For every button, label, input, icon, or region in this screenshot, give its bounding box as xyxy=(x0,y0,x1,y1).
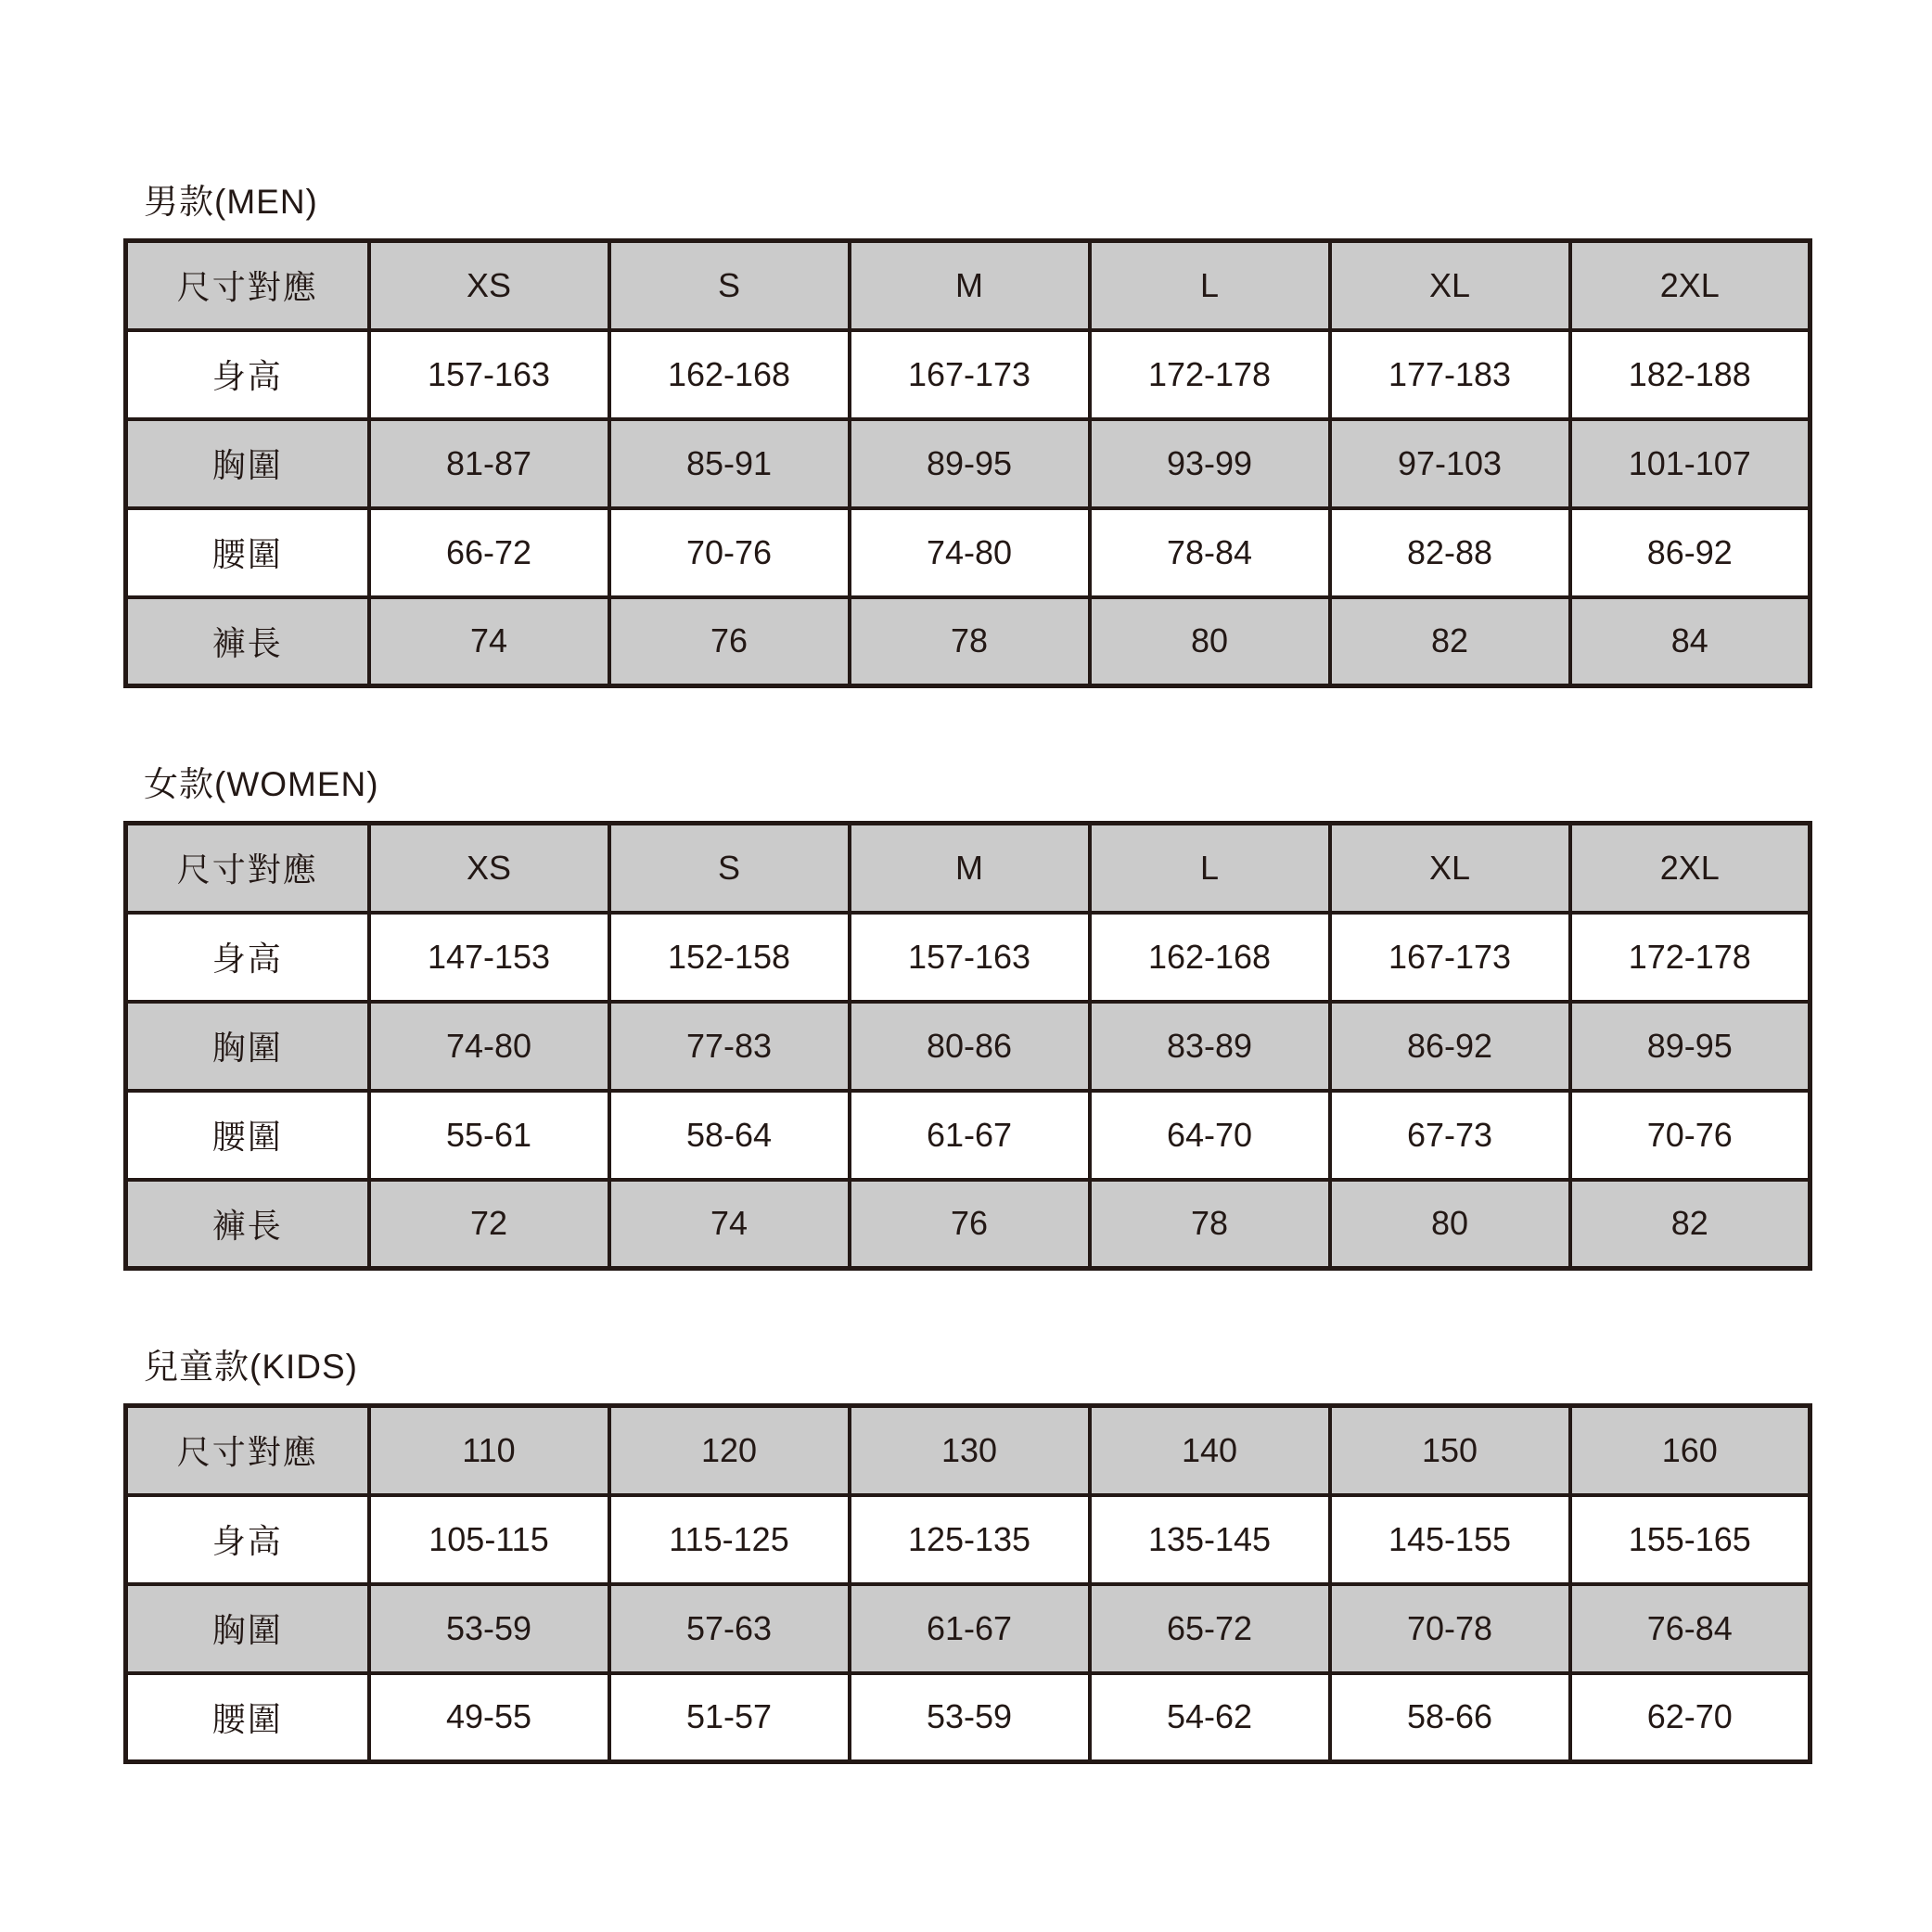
header-cell: 2XL xyxy=(1570,241,1810,330)
women-section-title: 女款(WOMEN) xyxy=(144,765,379,803)
value-cell: 55-61 xyxy=(369,1091,609,1180)
kids-section-title: 兒童款(KIDS) xyxy=(144,1348,358,1386)
value-cell: 135-145 xyxy=(1090,1495,1330,1584)
men-height-row xyxy=(126,330,1810,419)
value-cell: 162-168 xyxy=(1090,913,1330,1002)
value-cell: 89-95 xyxy=(1570,1002,1810,1091)
size-chart-page xyxy=(123,182,1809,1840)
value-cell: 62-70 xyxy=(1570,1673,1810,1762)
value-cell: 86-92 xyxy=(1330,1002,1570,1091)
header-cell: L xyxy=(1090,241,1330,330)
value-cell: 77-83 xyxy=(609,1002,850,1091)
value-cell: 53-59 xyxy=(369,1584,609,1673)
value-cell: 67-73 xyxy=(1330,1091,1570,1180)
header-cell: XS xyxy=(369,241,609,330)
value-cell: 74 xyxy=(369,597,609,686)
value-cell: 74-80 xyxy=(850,508,1090,597)
value-cell: 51-57 xyxy=(609,1673,850,1762)
row-label-cell: 胸圍 xyxy=(126,419,369,508)
value-cell: 101-107 xyxy=(1570,419,1810,508)
value-cell: 81-87 xyxy=(369,419,609,508)
header-cell: 140 xyxy=(1090,1406,1330,1495)
value-cell: 157-163 xyxy=(369,330,609,419)
header-cell: 尺寸對應 xyxy=(126,824,369,913)
header-cell: 110 xyxy=(369,1406,609,1495)
value-cell: 172-178 xyxy=(1570,913,1810,1002)
value-cell: 84 xyxy=(1570,597,1810,686)
women-chest-row xyxy=(126,1002,1810,1091)
row-label-cell: 褲長 xyxy=(126,1180,369,1269)
women-pant-length-row xyxy=(126,1180,1810,1269)
value-cell: 147-153 xyxy=(369,913,609,1002)
kids-chest-row xyxy=(126,1584,1810,1673)
kids-size-table xyxy=(123,1403,1812,1764)
value-cell: 54-62 xyxy=(1090,1673,1330,1762)
row-label-cell: 胸圍 xyxy=(126,1584,369,1673)
value-cell: 89-95 xyxy=(850,419,1090,508)
value-cell: 80-86 xyxy=(850,1002,1090,1091)
value-cell: 58-66 xyxy=(1330,1673,1570,1762)
row-label-cell: 胸圍 xyxy=(126,1002,369,1091)
header-cell: 130 xyxy=(850,1406,1090,1495)
men-section-title: 男款(MEN) xyxy=(144,183,318,221)
section-women xyxy=(123,764,1809,1271)
header-cell: 150 xyxy=(1330,1406,1570,1495)
value-cell: 162-168 xyxy=(609,330,850,419)
women-height-row xyxy=(126,913,1810,1002)
value-cell: 82 xyxy=(1570,1180,1810,1269)
men-pant-length-row xyxy=(126,597,1810,686)
value-cell: 85-91 xyxy=(609,419,850,508)
value-cell: 80 xyxy=(1330,1180,1570,1269)
value-cell: 93-99 xyxy=(1090,419,1330,508)
header-cell: 尺寸對應 xyxy=(126,241,369,330)
value-cell: 83-89 xyxy=(1090,1002,1330,1091)
value-cell: 65-72 xyxy=(1090,1584,1330,1673)
value-cell: 78-84 xyxy=(1090,508,1330,597)
men-size-table xyxy=(123,238,1812,688)
women-size-table xyxy=(123,821,1812,1271)
value-cell: 61-67 xyxy=(850,1091,1090,1180)
value-cell: 152-158 xyxy=(609,913,850,1002)
header-cell: 120 xyxy=(609,1406,850,1495)
value-cell: 125-135 xyxy=(850,1495,1090,1584)
header-cell: XS xyxy=(369,824,609,913)
value-cell: 167-173 xyxy=(850,330,1090,419)
value-cell: 167-173 xyxy=(1330,913,1570,1002)
value-cell: 70-76 xyxy=(609,508,850,597)
kids-height-row xyxy=(126,1495,1810,1584)
section-men xyxy=(123,182,1809,688)
value-cell: 78 xyxy=(1090,1180,1330,1269)
value-cell: 182-188 xyxy=(1570,330,1810,419)
value-cell: 86-92 xyxy=(1570,508,1810,597)
value-cell: 49-55 xyxy=(369,1673,609,1762)
men-chest-row xyxy=(126,419,1810,508)
value-cell: 97-103 xyxy=(1330,419,1570,508)
kids-waist-row xyxy=(126,1673,1810,1762)
header-cell: XL xyxy=(1330,241,1570,330)
value-cell: 115-125 xyxy=(609,1495,850,1584)
women-waist-row xyxy=(126,1091,1810,1180)
header-cell: M xyxy=(850,241,1090,330)
value-cell: 145-155 xyxy=(1330,1495,1570,1584)
value-cell: 76 xyxy=(609,597,850,686)
header-cell: M xyxy=(850,824,1090,913)
women-header-row xyxy=(126,824,1810,913)
row-label-cell: 腰圍 xyxy=(126,508,369,597)
header-cell: 尺寸對應 xyxy=(126,1406,369,1495)
value-cell: 64-70 xyxy=(1090,1091,1330,1180)
header-cell: XL xyxy=(1330,824,1570,913)
value-cell: 177-183 xyxy=(1330,330,1570,419)
value-cell: 72 xyxy=(369,1180,609,1269)
row-label-cell: 褲長 xyxy=(126,597,369,686)
value-cell: 105-115 xyxy=(369,1495,609,1584)
row-label-cell: 腰圍 xyxy=(126,1091,369,1180)
row-label-cell: 身高 xyxy=(126,1495,369,1584)
value-cell: 66-72 xyxy=(369,508,609,597)
men-waist-row xyxy=(126,508,1810,597)
row-label-cell: 身高 xyxy=(126,913,369,1002)
value-cell: 58-64 xyxy=(609,1091,850,1180)
header-cell: 2XL xyxy=(1570,824,1810,913)
value-cell: 157-163 xyxy=(850,913,1090,1002)
kids-header-row xyxy=(126,1406,1810,1495)
value-cell: 61-67 xyxy=(850,1584,1090,1673)
value-cell: 70-76 xyxy=(1570,1091,1810,1180)
header-cell: S xyxy=(609,824,850,913)
value-cell: 155-165 xyxy=(1570,1495,1810,1584)
value-cell: 82-88 xyxy=(1330,508,1570,597)
section-kids xyxy=(123,1347,1809,1764)
row-label-cell: 腰圍 xyxy=(126,1673,369,1762)
value-cell: 78 xyxy=(850,597,1090,686)
value-cell: 80 xyxy=(1090,597,1330,686)
header-cell: 160 xyxy=(1570,1406,1810,1495)
value-cell: 70-78 xyxy=(1330,1584,1570,1673)
men-header-row xyxy=(126,241,1810,330)
header-cell: S xyxy=(609,241,850,330)
row-label-cell: 身高 xyxy=(126,330,369,419)
value-cell: 172-178 xyxy=(1090,330,1330,419)
value-cell: 76-84 xyxy=(1570,1584,1810,1673)
value-cell: 74 xyxy=(609,1180,850,1269)
value-cell: 53-59 xyxy=(850,1673,1090,1762)
value-cell: 82 xyxy=(1330,597,1570,686)
value-cell: 57-63 xyxy=(609,1584,850,1673)
header-cell: L xyxy=(1090,824,1330,913)
value-cell: 74-80 xyxy=(369,1002,609,1091)
value-cell: 76 xyxy=(850,1180,1090,1269)
